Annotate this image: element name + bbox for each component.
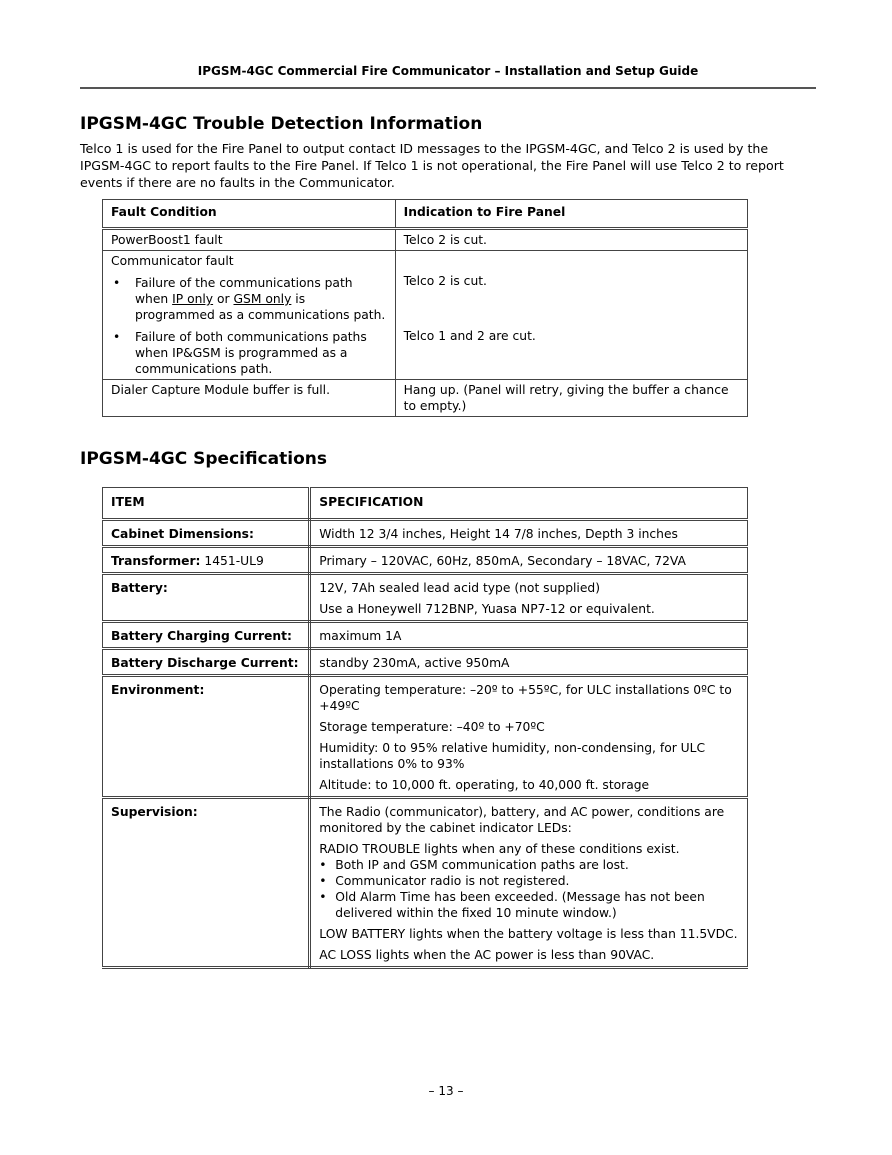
item-cell: Cabinet Dimensions: bbox=[103, 520, 310, 547]
header-rule bbox=[80, 87, 816, 89]
fault-col-header: Fault Condition bbox=[103, 200, 396, 229]
list-item bbox=[111, 275, 387, 323]
spec-cell: standby 230mA, active 950mA bbox=[310, 649, 748, 676]
bullet-icon: • bbox=[319, 858, 327, 872]
indication-cell: Hang up. (Panel will retry, giving the buffer a chance to empty.) bbox=[395, 380, 747, 417]
table-row bbox=[103, 229, 748, 251]
list-item: • Communicator radio is not registered. bbox=[319, 874, 570, 888]
list-item bbox=[111, 329, 387, 377]
item-cell: Environment: bbox=[103, 676, 310, 798]
list-item-text: Failure of the communications path when IP only or GSM only is programmed as a communications path. bbox=[135, 276, 386, 322]
table-row bbox=[103, 798, 748, 968]
table-row bbox=[103, 649, 748, 676]
bullet-icon: • bbox=[319, 890, 327, 904]
item-col-header: ITEM bbox=[103, 488, 310, 520]
table-row bbox=[103, 251, 748, 380]
item-cell: Battery: bbox=[103, 574, 310, 622]
item-cell: Transformer: 1451-UL9 bbox=[103, 547, 310, 574]
spec-cell: 12V, 7Ah sealed lead acid type (not supplied) Use a Honeywell 712BNP, Yuasa NP7-12 or equivalent. bbox=[310, 574, 748, 622]
fault-cell: Dialer Capture Module buffer is full. bbox=[103, 380, 396, 417]
specs-table bbox=[102, 487, 748, 969]
table-row bbox=[103, 380, 748, 417]
trouble-heading: IPGSM-4GC Trouble Detection Information bbox=[80, 114, 483, 134]
item-cell: Supervision: bbox=[103, 798, 310, 968]
fault-cell bbox=[103, 251, 396, 380]
trouble-intro: Telco 1 is used for the Fire Panel to output contact ID messages to the IPGSM-4GC, and Telco 2 is used by the IPGSM-4GC to report faults to the Fire Panel. If Telco 1 is not operational, the Fire Panel will use Telco 2 to report events if there are no faults in the Communicator. bbox=[80, 141, 784, 190]
indication-cell: Telco 2 is cut. bbox=[395, 229, 747, 251]
spec-cell: Primary – 120VAC, 60Hz, 850mA, Secondary – 18VAC, 72VA bbox=[310, 547, 748, 574]
table-row bbox=[103, 676, 748, 798]
table-row bbox=[103, 520, 748, 547]
page-number: – 13 – bbox=[428, 1084, 464, 1098]
fault-title: Communicator fault bbox=[111, 254, 234, 268]
item-cell: Battery Discharge Current: bbox=[103, 649, 310, 676]
spec-cell: Width 12 3/4 inches, Height 14 7/8 inches, Depth 3 inches bbox=[310, 520, 748, 547]
fault-table bbox=[102, 199, 748, 417]
indication-text: Telco 2 is cut. bbox=[403, 274, 487, 288]
spec-col-header: SPECIFICATION bbox=[310, 488, 748, 520]
table-row bbox=[103, 547, 748, 574]
bullet-icon: • bbox=[113, 330, 121, 344]
indication-col-header: Indication to Fire Panel bbox=[395, 200, 747, 229]
item-cell: Battery Charging Current: bbox=[103, 622, 310, 649]
specs-header-row bbox=[103, 488, 748, 520]
list-item-text: Failure of both communications paths when IP&GSM is programmed as a communications path. bbox=[135, 330, 367, 376]
bullet-icon: • bbox=[319, 874, 327, 888]
bullet-icon: • bbox=[113, 276, 121, 290]
indication-text: Telco 1 and 2 are cut. bbox=[403, 329, 536, 343]
fault-table-header-row bbox=[103, 200, 748, 229]
running-header: IPGSM-4GC Commercial Fire Communicator – Installation and Setup Guide bbox=[197, 64, 699, 78]
table-row bbox=[103, 622, 748, 649]
specs-heading: IPGSM-4GC Specifications bbox=[80, 449, 327, 469]
spec-cell: Operating temperature: –20º to +55ºC, for ULC installations 0ºC to +49ºC Storage temperature: –40º to +70ºC Humidity: 0 to 95% relative humidity, non-condensing, for ULC installations 0% to 93% Altitude: to 10,000 ft. operating, to 40,000 ft. storage bbox=[310, 676, 748, 798]
indication-cell bbox=[395, 251, 747, 380]
list-item: • Old Alarm Time has been exceeded. (Message has not been delivered within the fixed 10 minute window.) bbox=[319, 890, 705, 920]
spec-cell: The Radio (communicator), battery, and AC power, conditions are monitored by the cabinet indicator LEDs: RADIO TROUBLE lights when any of these conditions exist. • Both IP and GSM communication paths are lost. • Communicator radio is not registered. • Old Alarm Time has been exceeded. (Message has not been delivered within the fixed 10 minute window.) LOW BATTERY lights when the battery voltage is less than 11.5VDC. AC LOSS lights when the AC power is less than 90VAC. bbox=[310, 798, 748, 968]
list-item: • Both IP and GSM communication paths are lost. bbox=[319, 858, 629, 872]
table-row bbox=[103, 574, 748, 622]
spec-cell: maximum 1A bbox=[310, 622, 748, 649]
fault-cell: PowerBoost1 fault bbox=[103, 229, 396, 251]
